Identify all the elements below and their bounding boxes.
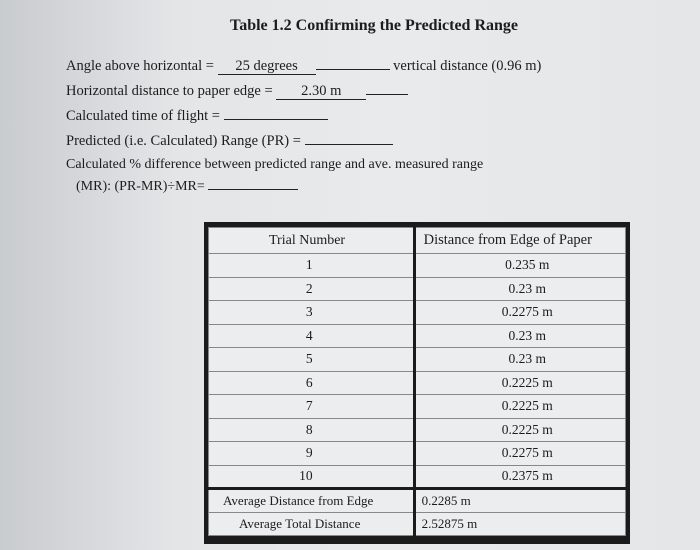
angle-label: Angle above horizontal = xyxy=(66,58,214,74)
table-row xyxy=(209,254,626,278)
distance-cell[interactable]: 0.2225 m xyxy=(414,395,625,419)
percent-formula-row xyxy=(76,175,298,195)
distance-cell[interactable]: 0.2375 m xyxy=(414,465,625,489)
horizontal-blank-line xyxy=(366,80,408,95)
percent-label: Calculated % difference between predicted range and ave. measured range xyxy=(66,157,484,172)
range-blank[interactable] xyxy=(305,130,393,145)
table-row xyxy=(209,371,626,395)
horizontal-row xyxy=(66,80,408,100)
angle-blank-line xyxy=(316,55,390,70)
trial-cell: 6 xyxy=(209,371,415,395)
time-label: Calculated time of flight = xyxy=(66,108,220,124)
results-table xyxy=(208,227,626,536)
table-row xyxy=(209,465,626,489)
angle-row xyxy=(66,55,541,75)
distance-cell[interactable]: 0.23 m xyxy=(414,277,625,301)
time-blank[interactable] xyxy=(224,105,328,120)
table-row xyxy=(209,418,626,442)
horizontal-label: Horizontal distance to paper edge = xyxy=(66,83,273,99)
summary-label: Average Total Distance xyxy=(209,512,415,536)
header-distance: Distance from Edge of Paper xyxy=(414,228,625,254)
table-row xyxy=(209,301,626,325)
summary-row-average-distance xyxy=(209,489,626,513)
trial-cell: 2 xyxy=(209,277,415,301)
trial-cell: 5 xyxy=(209,348,415,372)
range-row xyxy=(66,130,393,150)
header-trial-number: Trial Number xyxy=(209,228,415,254)
trial-cell: 1 xyxy=(209,254,415,278)
distance-cell[interactable]: 0.2225 m xyxy=(414,371,625,395)
distance-cell[interactable]: 0.2275 m xyxy=(414,442,625,466)
percent-formula: (MR): (PR-MR)÷MR= xyxy=(76,179,205,194)
distance-cell[interactable]: 0.23 m xyxy=(414,324,625,348)
table-header-row xyxy=(209,228,626,254)
trial-cell: 10 xyxy=(209,465,415,489)
summary-label: Average Distance from Edge xyxy=(209,489,415,513)
distance-cell[interactable]: 0.2275 m xyxy=(414,301,625,325)
table-row xyxy=(209,348,626,372)
time-row xyxy=(66,105,328,125)
trial-cell: 9 xyxy=(209,442,415,466)
distance-cell[interactable]: 0.235 m xyxy=(414,254,625,278)
table-row xyxy=(209,395,626,419)
distance-cell[interactable]: 0.2225 m xyxy=(414,418,625,442)
percent-blank[interactable] xyxy=(208,175,298,190)
horizontal-value: 2.30 m xyxy=(276,84,366,100)
summary-row-average-total xyxy=(209,512,626,536)
table-row xyxy=(209,277,626,301)
percent-row xyxy=(66,157,483,173)
range-label: Predicted (i.e. Calculated) Range (PR) = xyxy=(66,133,301,149)
vertical-label: vertical distance (0.96 m) xyxy=(393,58,542,74)
summary-value[interactable]: 0.2285 m xyxy=(414,489,625,513)
trial-cell: 4 xyxy=(209,324,415,348)
trial-cell: 7 xyxy=(209,395,415,419)
table-title: Table 1.2 Confirming the Predicted Range xyxy=(230,17,518,34)
distance-cell[interactable]: 0.23 m xyxy=(414,348,625,372)
angle-value: 25 degrees xyxy=(218,59,316,75)
table-row xyxy=(209,442,626,466)
trial-cell: 8 xyxy=(209,418,415,442)
summary-value[interactable]: 2.52875 m xyxy=(414,512,625,536)
trial-cell: 3 xyxy=(209,301,415,325)
table-row xyxy=(209,324,626,348)
